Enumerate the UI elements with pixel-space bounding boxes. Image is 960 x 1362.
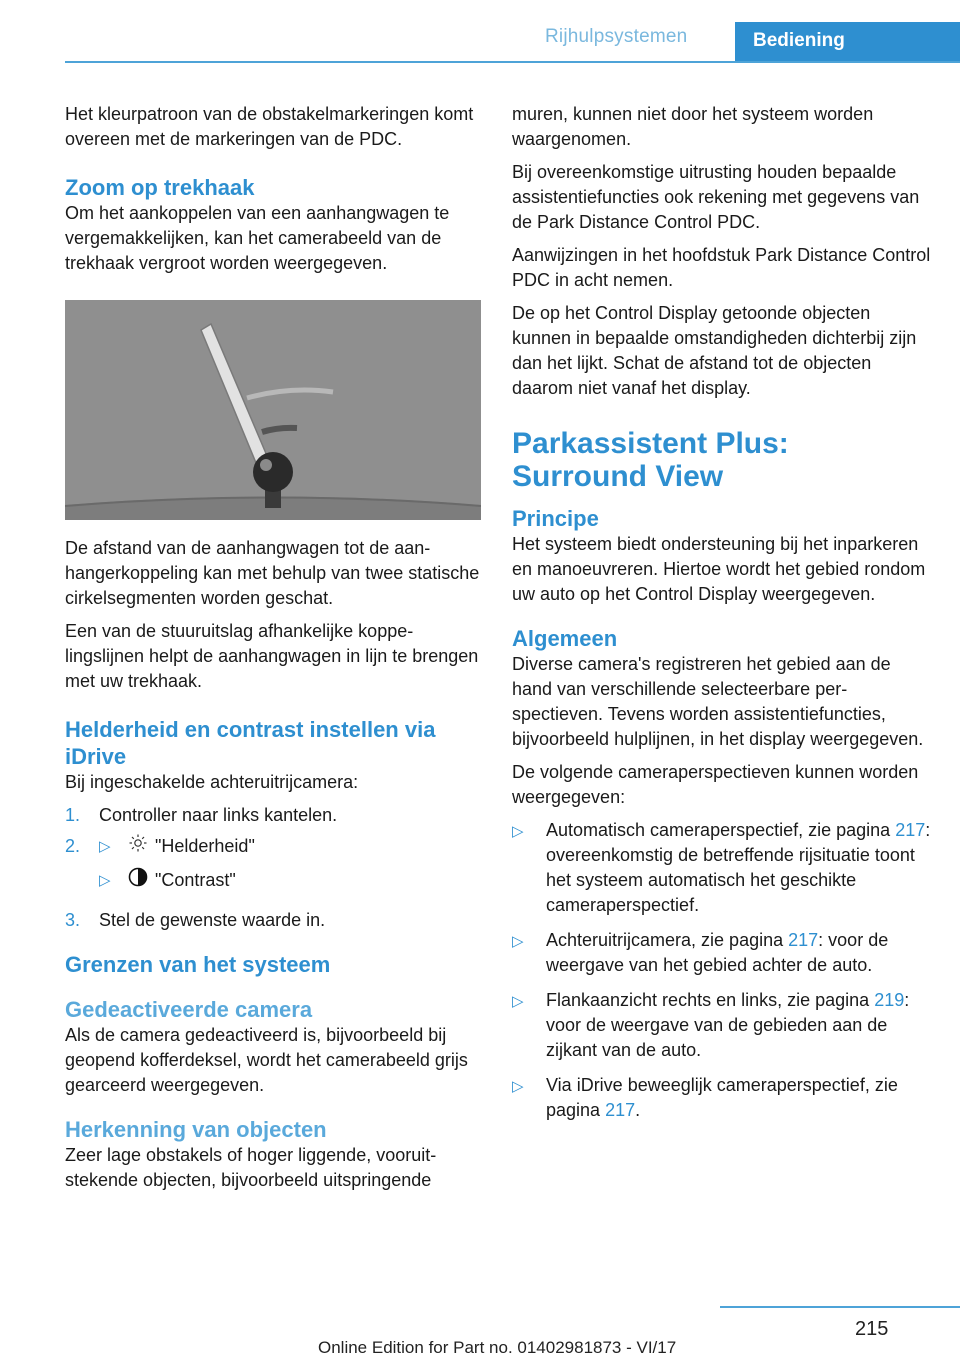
triangle-bullet-icon: ▷ [512,823,524,840]
step-text: Stel de gewenste waarde in. [99,910,326,930]
aanwijzingen-paragraph: Aanwijzingen in het hoofdstuk Park Distance Control PDC in acht nemen. [512,245,931,290]
afstand-paragraph: De afstand van de aanhangwagen tot de aanhangerkoppeling kan met behulp van twee statische cirkelsegmenten worden geschat. [65,538,480,608]
brightness-icon [125,834,151,859]
heading-grenzen: Grenzen van het systeem [65,952,331,977]
list-item [512,928,932,978]
perspective-list [512,818,932,1123]
sub-item-label: "Contrast" [155,870,236,890]
header-tab: Bediening [735,22,960,62]
trailer-hitch-camera-image [65,300,481,520]
list-item-text: Achteruitrijcamera, zie pagina 217: voor de weergave van het gebied achter de auto. [546,930,889,975]
zoom-paragraph: Om het aankoppelen van een aanhangwagen te vergemakkelijken, kan het camerabeeld van de trekhaak vergroot worden weergegeven. [65,203,450,273]
heading-algemeen: Algemeen [512,626,618,651]
display-paragraph: De op het Control Display getoonde objecten kunnen in bepaalde omstandigheden dichterbij zijn dan het lijkt. Schat de afstand tot de objecten daarom niet vanaf het display. [512,303,917,398]
triangle-bullet-icon: ▷ [512,933,524,950]
left-column [65,102,485,1201]
sub-item-label: "Helderheid" [155,836,255,856]
heading-helderheid: Helderheid en contrast instellen via iDrive [65,717,436,769]
footer-rule [720,1306,960,1308]
step-text: Controller naar links kantelen. [99,805,338,825]
page-link[interactable]: 217 [605,1100,636,1120]
header-rule [65,61,960,63]
list-item [512,1073,932,1123]
page-number: 215 [855,1318,889,1340]
list-item [65,908,485,933]
heading-zoom: Zoom op trekhaak [65,175,255,200]
triangle-bullet-icon: ▷ [512,993,524,1010]
herkenning-paragraph: Zeer lage obstakels of hoger liggende, vooruitstekende objecten, bijvoorbeeld uitspringende [65,1145,437,1190]
algemeen-paragraph-1: Diverse camera's registreren het gebied aan de hand van verschillende selecteerbare perspectieven. Tevens worden assistentiefuncties, bijvoorbeeld hulplijnen, in het display weergegeven. [512,654,924,749]
sub-item-helderheid [99,834,255,859]
page-link[interactable]: 217 [788,930,819,950]
triangle-bullet-icon: ▷ [99,838,111,855]
intro-paragraph: Het kleurpatroon van de obstakelmarkeringen komt overeen met de markeringen van de PDC. [65,104,474,149]
header-section: Rijhulpsystemen [545,26,688,47]
list-item [65,834,485,902]
step-number: 1. [65,805,81,825]
sub-item-contrast [99,867,255,894]
heading-parkassistent: Parkassistent Plus: Surround View [512,427,789,493]
muren-paragraph: muren, kunnen niet door het systeem worden waargenomen. [512,104,874,149]
heading-gedeactiveerde-camera: Gedeactiveerde camera [65,997,313,1022]
triangle-bullet-icon: ▷ [512,1078,524,1095]
triangle-bullet-icon: ▷ [99,872,111,889]
list-item-text: Automatisch cameraperspectief, zie pagina 217: overeenkomstig de betreffende rijsituatie toont het systeem automatisch het geschikte cameraperspectief. [546,820,931,915]
page-link[interactable]: 217 [895,820,926,840]
step-list [65,803,485,933]
pdc-paragraph: Bij overeenkomstige uitrusting houden bepaalde assistentiefuncties ook rekening met gegevens van de Park Distance Control PDC. [512,162,920,232]
edition-footer: Online Edition for Part no. 01402981873 - VI/17 [318,1338,677,1357]
list-item [512,818,932,918]
camera-paragraph: Bij ingeschakelde achteruitrijcamera: [65,772,359,792]
heading-herkenning: Herkenning van objecten [65,1117,327,1142]
step-number: 3. [65,910,81,930]
list-item-text: Flankaanzicht rechts en links, zie pagina 219: voor de weergave van de gebieden aan de zijkant van de auto. [546,990,910,1060]
koppeling-paragraph: Een van de stuuruitslag afhankelijke koppelingslijnen helpt de aanhangwagen in lijn te brengen met uw trekhaak. [65,621,479,691]
page-link[interactable]: 219 [874,990,905,1010]
gedeactiveerd-paragraph: Als de camera gedeactiveerd is, bijvoorbeeld bij geopend kofferdeksel, wordt het camerabeeld grijs gearceerd weergegeven. [65,1025,468,1095]
contrast-icon [125,867,151,894]
algemeen-paragraph-2: De volgende cameraperspectieven kunnen worden weergegeven: [512,762,919,807]
step-number: 2. [65,836,81,856]
heading-principe: Principe [512,506,599,531]
right-column [512,102,932,1133]
principe-paragraph: Het systeem biedt ondersteuning bij het inparkeren en manoeuvreren. Hiertoe wordt het gebied rondom uw auto op het Control Display weergegeven. [512,534,926,604]
list-item [65,803,485,828]
list-item [512,988,932,1063]
list-item-text: Via iDrive beweeglijk cameraperspectief, zie pagina 217. [546,1075,898,1120]
